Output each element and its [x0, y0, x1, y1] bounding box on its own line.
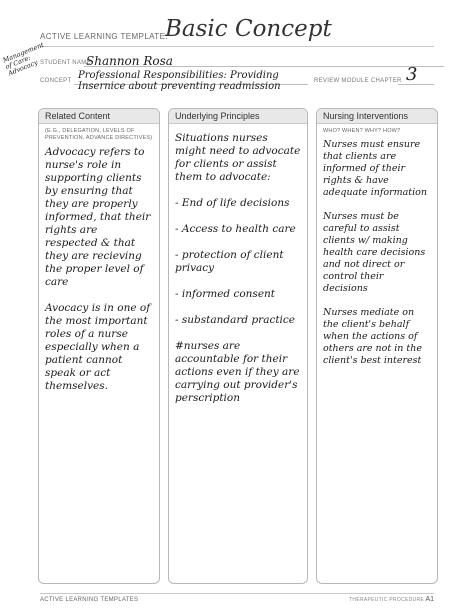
concept-label: CONCEPT	[40, 78, 72, 84]
underlying-principles-text[interactable]: Situations nurses might need to advocate for clients or assist them to advocate: - End of life decisions - Access to health care - protection of client privacy - informed consent - substandard practice #nurses are accountable for their actions even if they are carrying out provider's perscription	[175, 132, 301, 404]
concept-field[interactable]: Professional Responsibilities: Providing Insernice about preventing readmission	[78, 70, 281, 92]
related-content-column	[38, 108, 160, 584]
chapter-field[interactable]: 3	[406, 64, 418, 85]
nursing-interventions-text[interactable]: Nurses must ensure that clients are informed of their rights & have adequate information Nurses must be careful to assist clients w/ making health care decisions and not direct or control their decisions Nurses mediate on the client's behalf when the actions of others are not in the client's best interest	[323, 139, 427, 366]
page-number: A1	[425, 596, 434, 603]
side-note: Management of Care: Advocacy	[1, 40, 45, 78]
underlying-principles-column	[168, 108, 308, 584]
nursing-interventions-heading: Nursing Interventions	[317, 109, 437, 124]
footer-label: ACTIVE LEARNING TEMPLATES	[40, 597, 139, 603]
template-label: ACTIVE LEARNING TEMPLATE:	[40, 32, 168, 41]
footer-divider	[40, 593, 434, 594]
related-content-subtitle: (E.G., DELEGATION, LEVELS OF PREVENTION, ADVANCE DIRECTIVES)	[45, 128, 153, 141]
related-content-heading: Related Content	[39, 109, 159, 124]
underlying-principles-heading: Underlying Principles	[169, 109, 307, 124]
related-content-text[interactable]: Advocacy refers to nurse's role in supporting clients by ensuring that they are properly informed, that their rights are respected & that they are recieving the proper level of care Avocacy is in one of the most important roles of a nurse especially when a patient cannot speak or act themselves.	[45, 146, 151, 392]
nursing-interventions-subtitle: WHO? WHEN? WHY? HOW?	[323, 128, 401, 134]
template-title: Basic Concept	[165, 16, 332, 42]
footer-section: THERAPEUTIC PROCEDURE	[349, 597, 424, 603]
student-name-label: STUDENT NAME	[40, 60, 91, 66]
student-name-field[interactable]: Shannon Rosa	[86, 54, 173, 68]
nursing-interventions-column	[316, 108, 438, 584]
chapter-label: REVIEW MODULE CHAPTER	[314, 78, 402, 84]
header-divider	[40, 46, 434, 47]
